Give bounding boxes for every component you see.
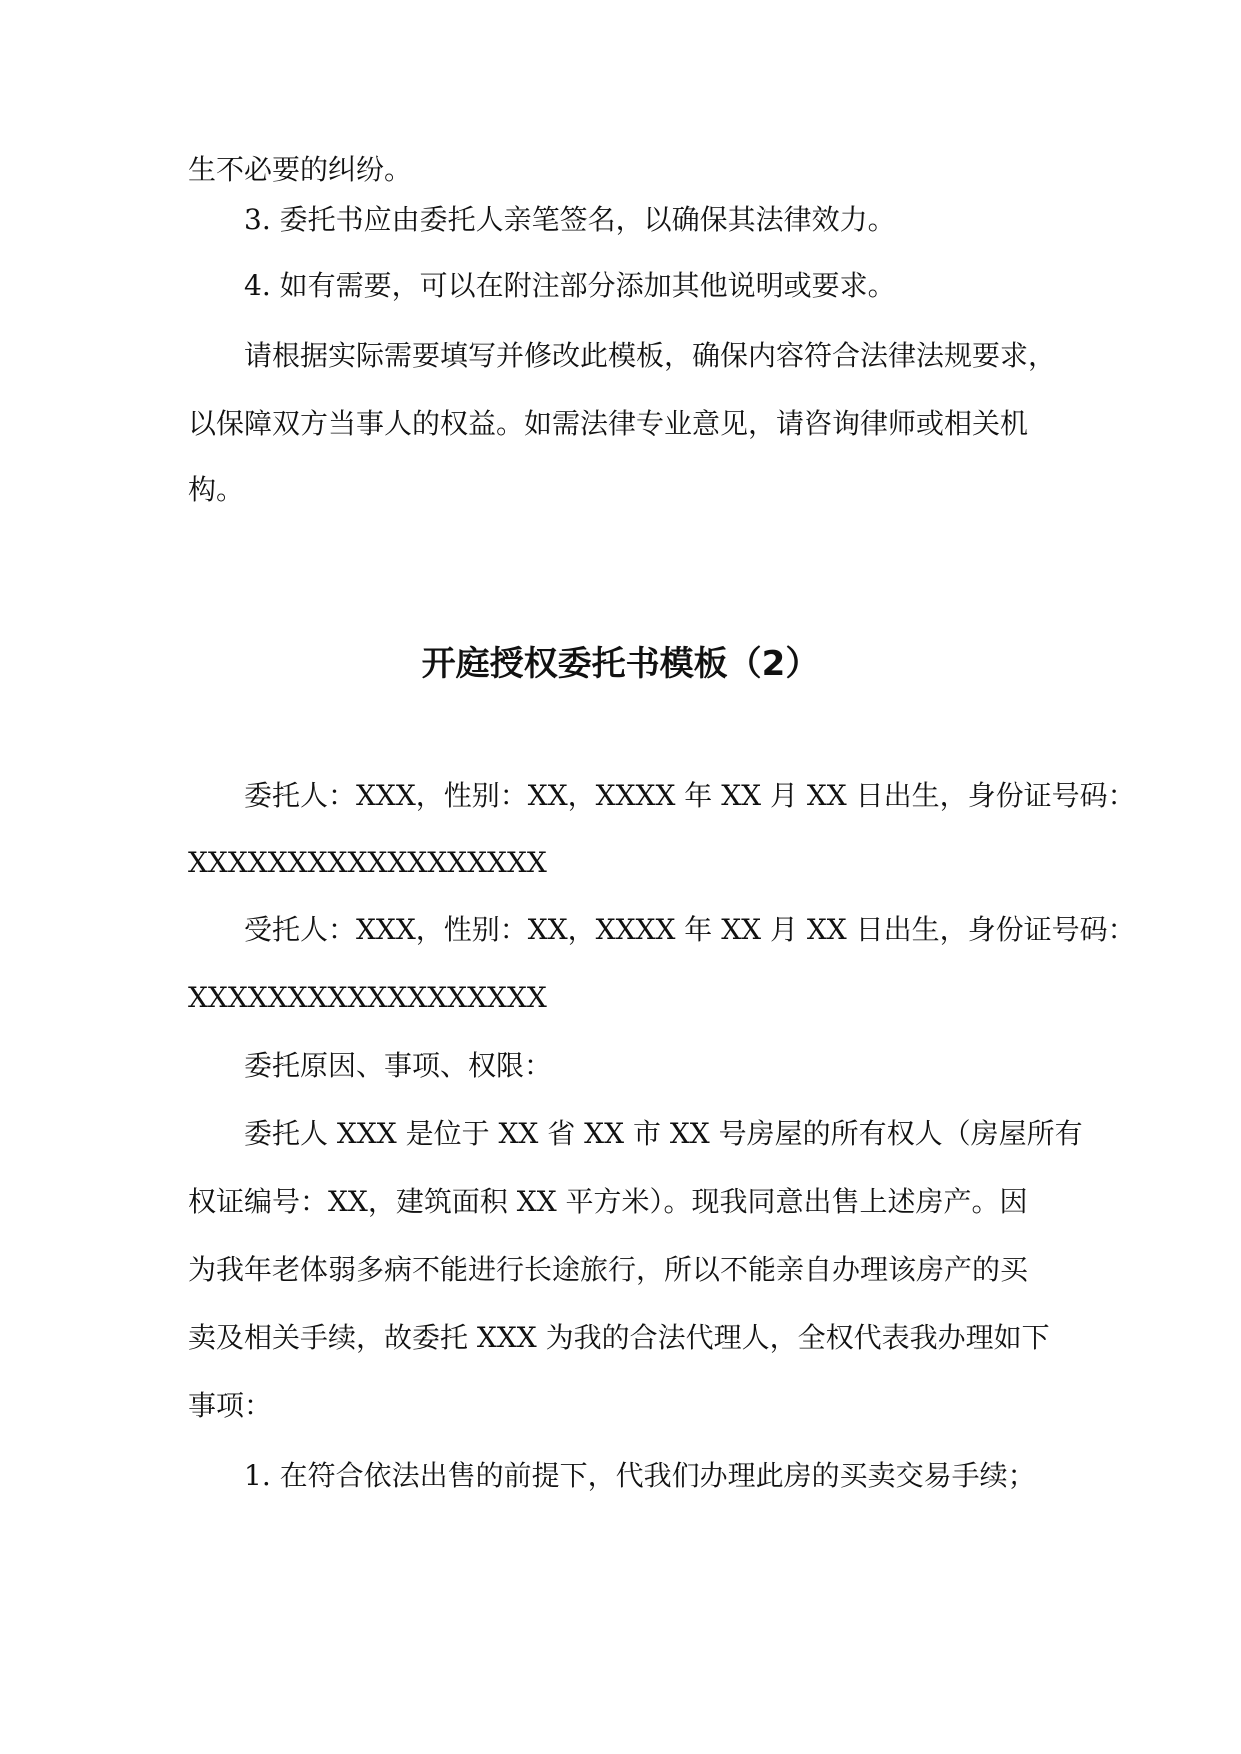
note-item-4: 4. 如有需要，可以在附注部分添加其他说明或要求。 [244, 269, 896, 302]
principal-line: 委托人：XXX，性别：XX，XXXX 年 XX 月 XX 日出生，身份证号码： [244, 779, 1136, 812]
closing-paragraph-line: 请根据实际需要填写并修改此模板，确保内容符合法律法规要求， [244, 339, 1057, 372]
closing-paragraph-line: 以保障双方当事人的权益。如需法律专业意见，请咨询律师或相关机 [188, 407, 1029, 440]
matters-heading: 委托原因、事项、权限： [244, 1049, 553, 1082]
matters-body-line: 卖及相关手续，故委托 XXX 为我的合法代理人，全权代表我办理如下 [188, 1321, 1050, 1354]
closing-paragraph-line: 构。 [188, 473, 245, 506]
list-item: 1. 在符合依法出售的前提下，代我们办理此房的买卖交易手续； [244, 1459, 1036, 1492]
matters-body-line: 事项： [188, 1389, 273, 1422]
principal-id-number: XXXXXXXXXXXXXXXXXX [188, 846, 547, 879]
agent-id-number: XXXXXXXXXXXXXXXXXX [188, 981, 547, 1014]
matters-body-line: 为我年老体弱多病不能进行长途旅行，所以不能亲自办理该房产的买 [188, 1253, 1029, 1286]
matters-body-line: 委托人 XXX 是位于 XX 省 XX 市 XX 号房屋的所有权人（房屋所有 [244, 1117, 1083, 1150]
agent-line: 受托人：XXX，性别：XX，XXXX 年 XX 月 XX 日出生，身份证号码： [244, 913, 1136, 946]
continuation-line: 生不必要的纠纷。 [188, 153, 413, 186]
section-title: 开庭授权委托书模板（2） [421, 644, 820, 684]
matters-body-line: 权证编号：XX，建筑面积 XX 平方米）。现我同意出售上述房产。因 [188, 1185, 1028, 1218]
note-item-3: 3. 委托书应由委托人亲笔签名，以确保其法律效力。 [244, 203, 896, 236]
